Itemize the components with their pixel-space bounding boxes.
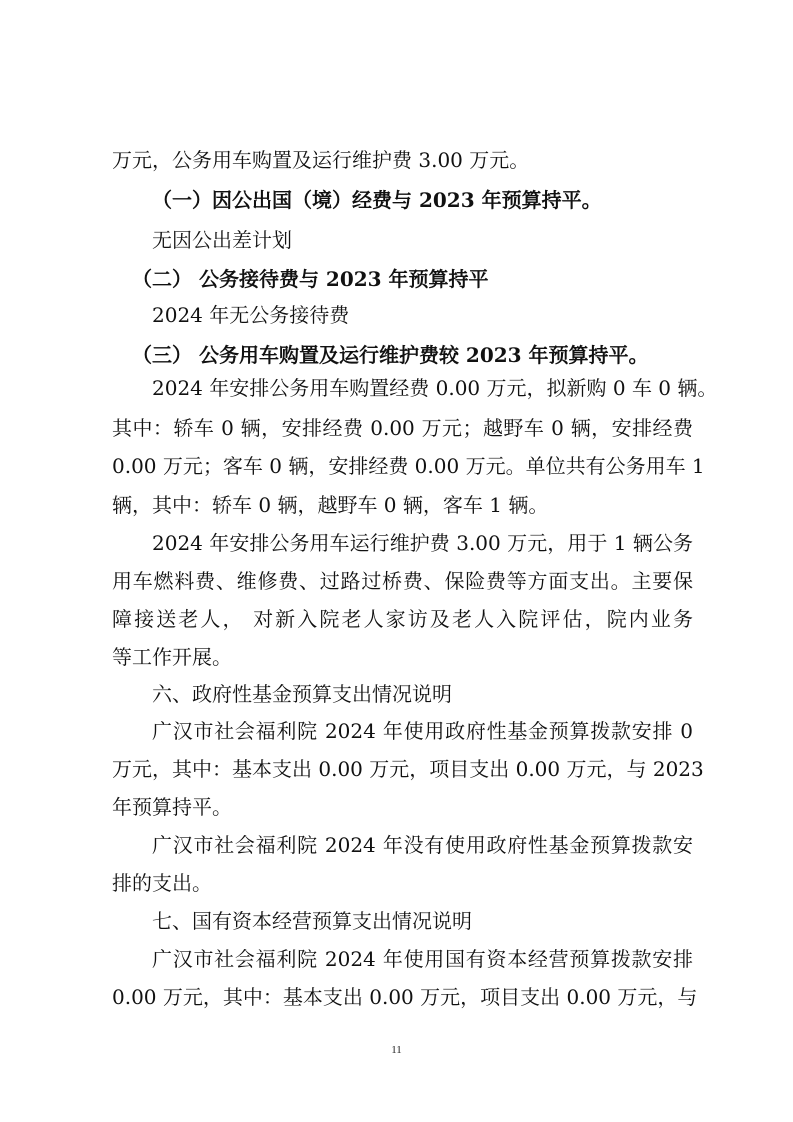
text-line: 2024 年安排公务用车购置经费 0.00 万元，拟新购 0 车 0 辆。 (152, 376, 718, 400)
text-line: 障接送老人， 对新入院老人家访及老人入院评估，院内业务 (112, 607, 693, 631)
subheading: （三） 公务用车购置及运行维护费较 2023 年预算持平。 (132, 343, 649, 367)
page-number: 11 (391, 1044, 402, 1056)
text-line: 万元，公务用车购置及运行维护费 3.00 万元。 (112, 148, 530, 172)
text-line: 辆，其中：轿车 0 辆，越野车 0 辆，客车 1 辆。 (112, 493, 549, 517)
text-line: 无因公出差计划 (152, 228, 292, 252)
text-line: 0.00 万元；客车 0 辆，安排经费 0.00 万元。单位共有公务用车 1 (112, 454, 705, 478)
text-line: 年预算持平。 (112, 795, 232, 819)
subheading: （二） 公务接待费与 2023 年预算持平 (132, 267, 489, 291)
text-line: 广汉市社会福利院 2024 年使用政府性基金预算拨款安排 0 (152, 719, 693, 743)
text-line: 广汉市社会福利院 2024 年使用国有资本经营预算拨款安排 (152, 947, 693, 971)
text-line: 其中：轿车 0 辆，安排经费 0.00 万元；越野车 0 辆，安排经费 (112, 416, 693, 440)
subheading: （一）因公出国（境）经费与 2023 年预算持平。 (152, 188, 602, 212)
text-line: 用车燃料费、维修费、过路过桥费、保险费等方面支出。主要保 (112, 569, 693, 593)
section-heading: 七、国有资本经营预算支出情况说明 (152, 909, 472, 933)
section-heading: 六、政府性基金预算支出情况说明 (152, 682, 452, 706)
text-line: 0.00 万元，其中：基本支出 0.00 万元，项目支出 0.00 万元，与 (112, 985, 698, 1009)
text-line: 等工作开展。 (112, 645, 232, 669)
text-line: 2024 年安排公务用车运行维护费 3.00 万元，用于 1 辆公务 (152, 531, 693, 555)
text-line: 广汉市社会福利院 2024 年没有使用政府性基金预算拨款安 (152, 833, 693, 857)
text-line: 万元，其中：基本支出 0.00 万元，项目支出 0.00 万元，与 2023 (112, 757, 704, 781)
text-line: 2024 年无公务接待费 (152, 303, 350, 327)
text-line: 排的支出。 (112, 871, 212, 895)
